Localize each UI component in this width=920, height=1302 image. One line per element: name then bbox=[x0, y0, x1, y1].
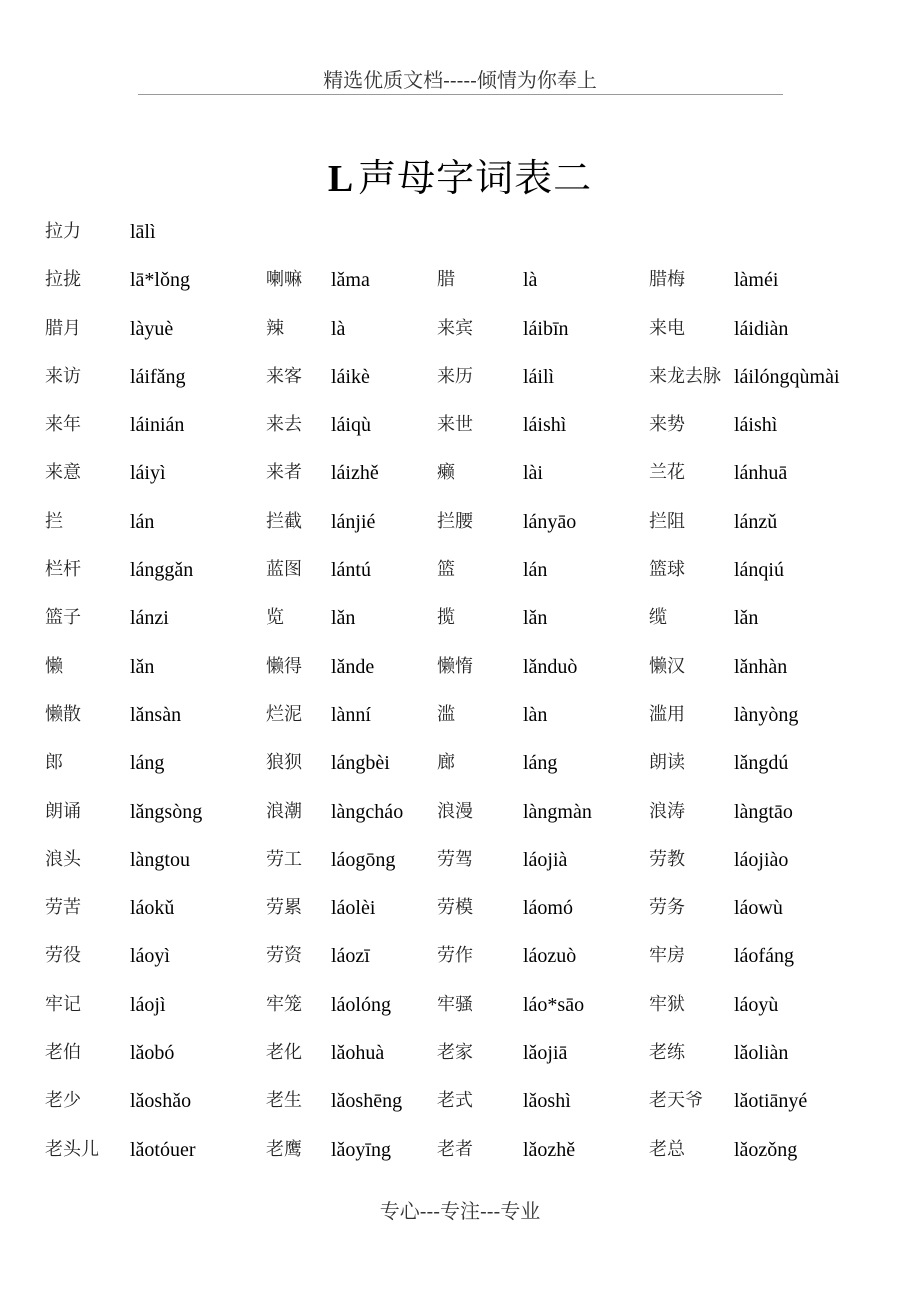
table-row bbox=[0, 354, 920, 402]
word: 滥用 bbox=[649, 703, 685, 725]
word: 老伯 bbox=[45, 1042, 81, 1064]
word: 懒汉 bbox=[649, 655, 685, 677]
pinyin: lǎotóuer bbox=[130, 1138, 196, 1161]
word: 腊梅 bbox=[649, 269, 685, 291]
table-row bbox=[0, 837, 920, 885]
word: 来世 bbox=[437, 414, 473, 436]
pinyin: lǎoyīng bbox=[331, 1138, 391, 1161]
pinyin: láng bbox=[523, 752, 558, 775]
pinyin: lànyòng bbox=[734, 703, 799, 726]
pinyin: lǎnhàn bbox=[734, 655, 788, 678]
table-row bbox=[0, 933, 920, 981]
page-header: 精选优质文档-----倾情为你奉上 bbox=[323, 68, 597, 92]
word: 腊 bbox=[437, 269, 455, 291]
pinyin: láomó bbox=[523, 897, 573, 920]
pinyin: láilóngqùmài bbox=[734, 365, 840, 388]
pinyin: láolóng bbox=[331, 993, 391, 1016]
word: 缆 bbox=[649, 607, 667, 629]
word: 懒 bbox=[45, 655, 63, 677]
word: 拉拢 bbox=[45, 269, 81, 291]
pinyin: lánjié bbox=[331, 510, 376, 533]
word: 来龙去脉 bbox=[649, 365, 721, 387]
pinyin: lǎn bbox=[734, 607, 759, 630]
pinyin: lǎozhě bbox=[523, 1138, 576, 1161]
word: 拦截 bbox=[266, 510, 302, 532]
table-row bbox=[0, 450, 920, 498]
pinyin: lǎnsàn bbox=[130, 703, 182, 726]
pinyin: làngcháo bbox=[331, 800, 404, 823]
word: 来电 bbox=[649, 317, 685, 339]
table-row bbox=[0, 885, 920, 933]
pinyin: làyuè bbox=[130, 317, 174, 340]
word: 兰花 bbox=[649, 462, 685, 484]
pinyin: lǎohuà bbox=[331, 1042, 385, 1065]
title-text: 声母字词表二 bbox=[358, 156, 593, 201]
pinyin: lài bbox=[523, 462, 543, 485]
pinyin: lǎma bbox=[331, 269, 370, 292]
word: 老头儿 bbox=[45, 1138, 99, 1160]
pinyin: lǎoliàn bbox=[734, 1042, 789, 1065]
word: 来客 bbox=[266, 365, 302, 387]
word: 老总 bbox=[649, 1138, 685, 1160]
word: 来宾 bbox=[437, 317, 473, 339]
pinyin: láojiào bbox=[734, 848, 789, 871]
pinyin: láishì bbox=[734, 414, 778, 437]
pinyin: lǎobó bbox=[130, 1042, 175, 1065]
pinyin: lán bbox=[523, 559, 548, 582]
pinyin: lǎotiānyé bbox=[734, 1090, 808, 1113]
word: 老练 bbox=[649, 1042, 685, 1064]
word: 劳驾 bbox=[437, 848, 473, 870]
pinyin: lànní bbox=[331, 703, 371, 726]
word: 来历 bbox=[437, 365, 473, 387]
word: 浪潮 bbox=[266, 800, 302, 822]
word: 揽 bbox=[437, 607, 455, 629]
word: 来年 bbox=[45, 414, 81, 436]
word: 劳役 bbox=[45, 945, 81, 967]
pinyin: lángbèi bbox=[331, 752, 390, 775]
pinyin: láifǎng bbox=[130, 365, 186, 388]
pinyin: láozuò bbox=[523, 945, 577, 968]
word: 牢记 bbox=[45, 993, 81, 1015]
word: 廊 bbox=[437, 752, 455, 774]
pinyin: láofáng bbox=[734, 945, 794, 968]
word: 来者 bbox=[266, 462, 302, 484]
word: 劳模 bbox=[437, 897, 473, 919]
word: 劳教 bbox=[649, 848, 685, 870]
pinyin: lǎoshēng bbox=[331, 1090, 403, 1113]
word: 狼狈 bbox=[266, 752, 302, 774]
pinyin: lǎnduò bbox=[523, 655, 578, 678]
word: 喇嘛 bbox=[266, 269, 302, 291]
table-row bbox=[0, 499, 920, 547]
table-row bbox=[0, 595, 920, 643]
word: 篮 bbox=[437, 559, 455, 581]
word-table bbox=[0, 209, 920, 1175]
pinyin: láiqù bbox=[331, 414, 371, 437]
pinyin: lālì bbox=[130, 221, 156, 243]
word: 老式 bbox=[437, 1090, 473, 1112]
table-row bbox=[0, 644, 920, 692]
word: 览 bbox=[266, 607, 284, 629]
pinyin: lánqiú bbox=[734, 559, 784, 582]
pinyin: là bbox=[331, 317, 346, 340]
pinyin: lánzi bbox=[130, 607, 169, 630]
pinyin: lǎngdú bbox=[734, 752, 789, 775]
word: 来去 bbox=[266, 414, 302, 436]
word: 来访 bbox=[45, 365, 81, 387]
page-footer: 专心---专注---专业 bbox=[379, 1199, 541, 1223]
table-row bbox=[0, 306, 920, 354]
pinyin: lǎojiā bbox=[523, 1042, 568, 1065]
word: 辣 bbox=[266, 317, 284, 339]
table-row bbox=[0, 789, 920, 837]
word: 拦阻 bbox=[649, 510, 685, 532]
word: 浪漫 bbox=[437, 800, 473, 822]
table-row bbox=[0, 692, 920, 740]
word: 蓝图 bbox=[266, 559, 302, 581]
word: 癞 bbox=[437, 462, 455, 484]
word: 老少 bbox=[45, 1090, 81, 1112]
word: 劳资 bbox=[266, 945, 302, 967]
word: 拦 bbox=[45, 510, 63, 532]
pinyin: lǎoshǎo bbox=[130, 1090, 192, 1113]
pinyin: láishì bbox=[523, 414, 567, 437]
pinyin: láoyù bbox=[734, 993, 779, 1016]
word: 劳累 bbox=[266, 897, 302, 919]
word: 滥 bbox=[437, 703, 455, 725]
table-row bbox=[0, 1127, 920, 1175]
pinyin: lánzǔ bbox=[734, 510, 778, 533]
word: 劳工 bbox=[266, 848, 302, 870]
pinyin: lántú bbox=[331, 559, 371, 582]
table-row bbox=[0, 402, 920, 450]
word: 拦腰 bbox=[437, 510, 473, 532]
header-rule bbox=[138, 94, 783, 95]
table-row bbox=[0, 982, 920, 1030]
pinyin: láidiàn bbox=[734, 317, 789, 340]
word: 浪涛 bbox=[649, 800, 685, 822]
word: 浪头 bbox=[45, 848, 81, 870]
table-row bbox=[0, 740, 920, 788]
table-row bbox=[0, 1078, 920, 1126]
pinyin: lán bbox=[130, 510, 155, 533]
word: 朗读 bbox=[649, 752, 685, 774]
table-row bbox=[0, 1030, 920, 1078]
word: 烂泥 bbox=[266, 703, 302, 725]
word: 郎 bbox=[45, 752, 63, 774]
pinyin: láoyì bbox=[130, 945, 170, 968]
pinyin: làngtāo bbox=[734, 800, 793, 823]
pinyin: làn bbox=[523, 703, 548, 726]
pinyin: láogōng bbox=[331, 848, 396, 871]
pinyin: lányāo bbox=[523, 510, 577, 533]
word: 老生 bbox=[266, 1090, 302, 1112]
pinyin: lǎn bbox=[130, 655, 155, 678]
word: 栏杆 bbox=[45, 559, 81, 581]
pinyin: làngmàn bbox=[523, 800, 592, 823]
pinyin: láowù bbox=[734, 897, 783, 920]
word: 牢骚 bbox=[437, 993, 473, 1015]
word: 篮子 bbox=[45, 607, 81, 629]
pinyin: láibīn bbox=[523, 317, 569, 340]
word: 牢笼 bbox=[266, 993, 302, 1015]
word: 篮球 bbox=[649, 559, 685, 581]
pinyin: lǎn bbox=[523, 607, 548, 630]
pinyin: láikè bbox=[331, 365, 370, 388]
word: 腊月 bbox=[45, 317, 81, 339]
pinyin: lánggǎn bbox=[130, 559, 194, 582]
pinyin: lā*lǒng bbox=[130, 269, 190, 292]
word: 来势 bbox=[649, 414, 685, 436]
pinyin: lǎngsòng bbox=[130, 800, 203, 823]
pinyin: là bbox=[523, 269, 538, 292]
pinyin: láinián bbox=[130, 414, 185, 437]
word: 劳苦 bbox=[45, 897, 81, 919]
word: 老者 bbox=[437, 1138, 473, 1160]
pinyin: láolèi bbox=[331, 897, 376, 920]
pinyin: lánhuā bbox=[734, 462, 788, 485]
table-row bbox=[0, 547, 920, 595]
pinyin: láo*sāo bbox=[523, 993, 585, 1016]
word: 懒惰 bbox=[437, 655, 473, 677]
word: 劳务 bbox=[649, 897, 685, 919]
word: 老家 bbox=[437, 1042, 473, 1064]
pinyin: làngtou bbox=[130, 848, 190, 871]
table-row bbox=[0, 257, 920, 305]
pinyin: láojià bbox=[523, 848, 568, 871]
pinyin: láiyì bbox=[130, 462, 166, 485]
word: 老天爷 bbox=[649, 1090, 703, 1112]
title-letter: L bbox=[327, 158, 355, 201]
word: 牢狱 bbox=[649, 993, 685, 1015]
pinyin: láng bbox=[130, 752, 165, 775]
word: 牢房 bbox=[649, 945, 685, 967]
table-row bbox=[0, 209, 920, 257]
word: 朗诵 bbox=[45, 800, 81, 822]
word: 老鹰 bbox=[266, 1138, 302, 1160]
pinyin: lǎn bbox=[331, 607, 356, 630]
word: 拉力 bbox=[45, 221, 81, 242]
pinyin: lǎozǒng bbox=[734, 1138, 798, 1161]
pinyin: lǎoshì bbox=[523, 1090, 571, 1113]
pinyin: láojì bbox=[130, 993, 166, 1016]
pinyin: láizhě bbox=[331, 462, 379, 485]
pinyin: láozī bbox=[331, 945, 370, 968]
word: 懒得 bbox=[266, 655, 302, 677]
word: 懒散 bbox=[45, 703, 81, 725]
pinyin: láilì bbox=[523, 365, 555, 388]
word: 来意 bbox=[45, 462, 81, 484]
page-title bbox=[0, 147, 920, 202]
word: 劳作 bbox=[437, 945, 473, 967]
pinyin: láokǔ bbox=[130, 897, 175, 920]
pinyin: lǎnde bbox=[331, 655, 375, 678]
word: 老化 bbox=[266, 1042, 302, 1064]
pinyin: làméi bbox=[734, 269, 779, 292]
